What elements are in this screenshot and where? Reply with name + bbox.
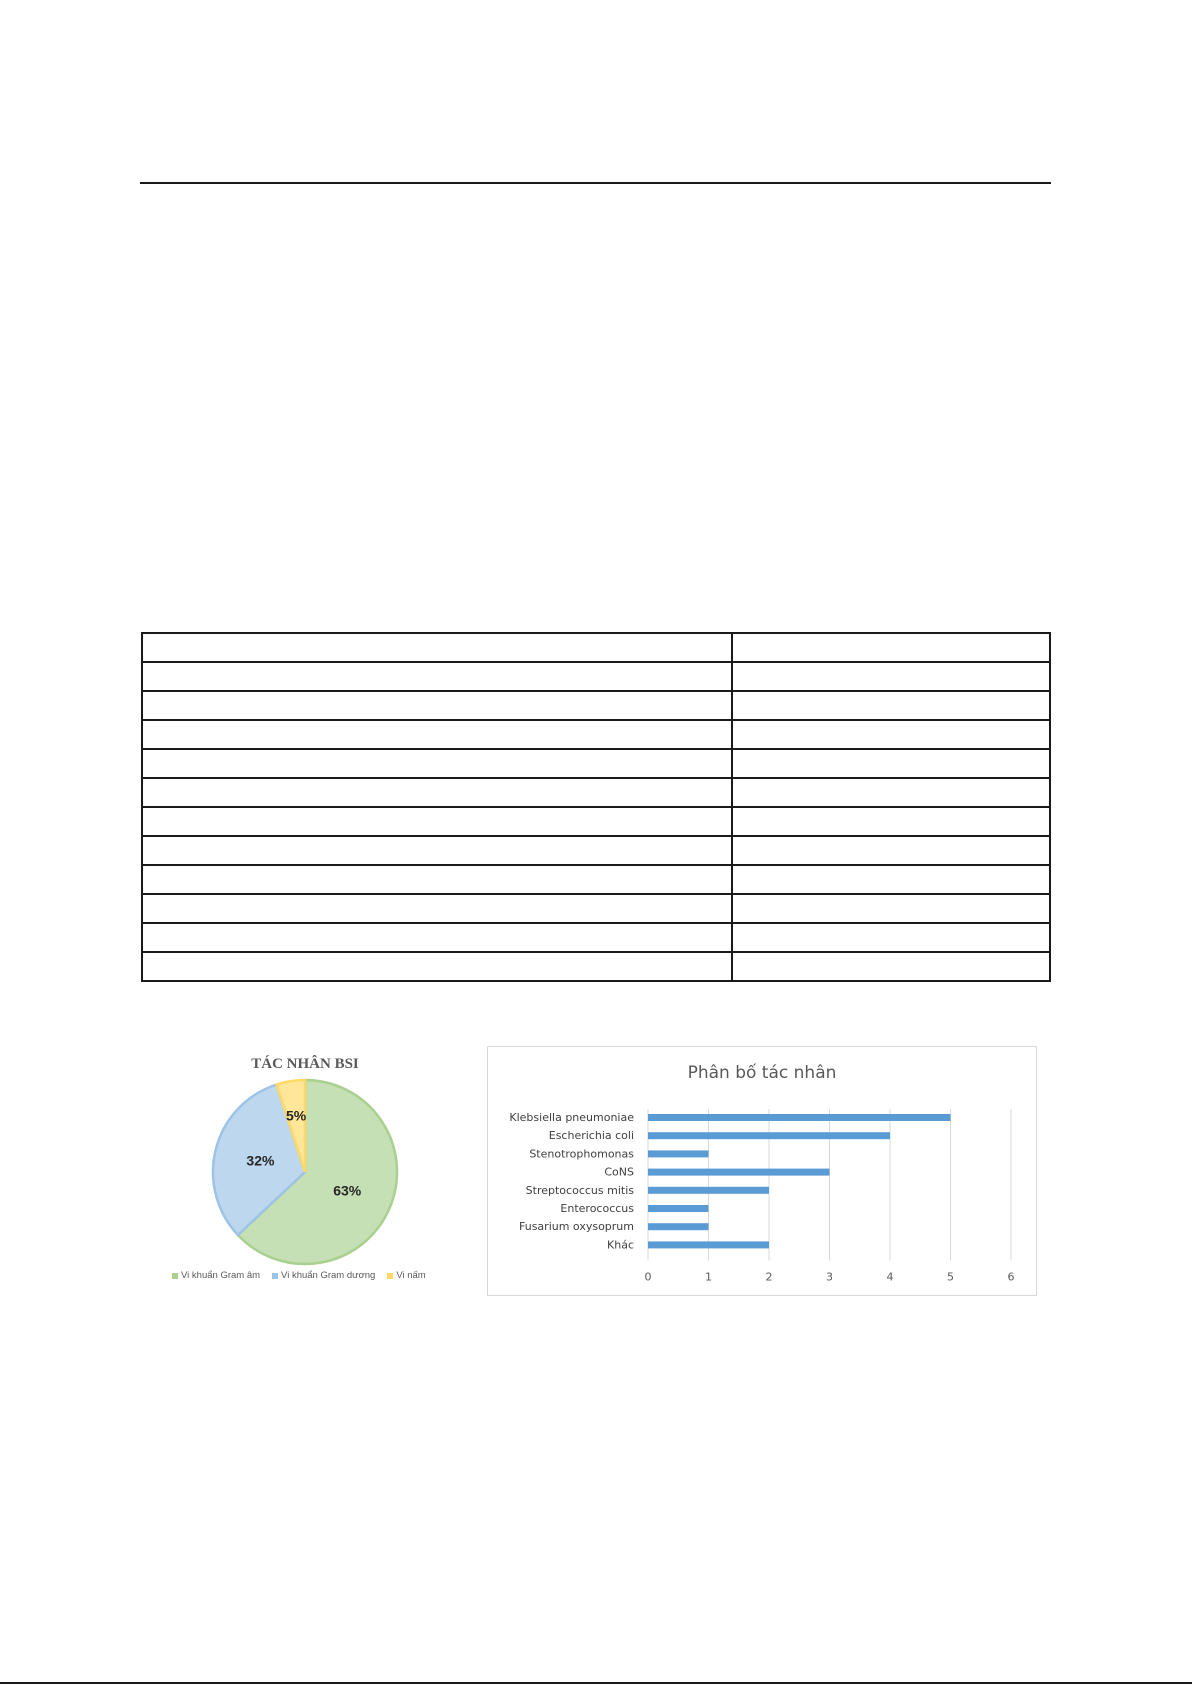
table-cell: [732, 865, 1050, 894]
tick-label: 5: [947, 1270, 954, 1284]
table-cell: [142, 662, 732, 691]
category-label: Klebsiella pneumoniae: [509, 1111, 634, 1124]
table-row: [142, 778, 1050, 807]
bar: [648, 1187, 769, 1194]
category-label: Enterococcus: [560, 1202, 634, 1215]
table-cell: [732, 952, 1050, 981]
footer-rule: [0, 1682, 1192, 1684]
bar-chart: [488, 1047, 1036, 1295]
tick-label: 4: [886, 1270, 894, 1284]
table-row: [142, 836, 1050, 865]
pie-chart: [200, 1078, 410, 1268]
legend-swatch: [387, 1273, 393, 1279]
table-cell: [142, 836, 732, 865]
table-row: [142, 923, 1050, 952]
legend-label: Vi khuẩn Gram dương: [281, 1270, 376, 1281]
table-cell: [142, 894, 732, 923]
table-cell: [732, 691, 1050, 720]
table-cell: [732, 836, 1050, 865]
table-cell: [142, 720, 732, 749]
table-cell: [732, 662, 1050, 691]
table-cell: [142, 865, 732, 894]
legend-label: Vi khuẩn Gram âm: [181, 1270, 261, 1281]
tick-label: 0: [644, 1270, 652, 1284]
table-cell: [142, 952, 732, 981]
table-cell: [732, 749, 1050, 778]
table-cell: [732, 894, 1050, 923]
category-label: CoNS: [604, 1165, 634, 1179]
pie-data-label: 63%: [333, 1182, 362, 1199]
tick-label: 1: [705, 1270, 712, 1284]
table-row: [142, 662, 1050, 691]
pie-legend: [172, 1270, 472, 1281]
table-cell: [142, 691, 732, 720]
table-row: [142, 807, 1050, 836]
tick-label: 6: [1007, 1270, 1015, 1284]
table-row: [142, 691, 1050, 720]
header-rule: [140, 182, 1051, 184]
table-cell: [732, 807, 1050, 836]
category-label: Streptococcus mitis: [525, 1183, 634, 1197]
bar: [648, 1150, 709, 1157]
legend-swatch: [272, 1273, 278, 1279]
bar: [648, 1205, 709, 1212]
tick-label: 3: [826, 1270, 833, 1284]
table-cell: [142, 778, 732, 807]
category-label: Stenotrophomonas: [529, 1147, 634, 1161]
bar: [648, 1241, 769, 1248]
tick-label: 2: [765, 1270, 773, 1284]
table-row: [142, 865, 1050, 894]
table-cell: [142, 923, 732, 952]
pie-chart-title: TÁC NHÂN BSI: [251, 1056, 359, 1072]
table-row: [142, 894, 1050, 923]
legend-swatch: [172, 1273, 178, 1279]
bar: [648, 1114, 951, 1121]
pie-data-label: 5%: [285, 1107, 307, 1124]
pie-legend-item: [272, 1270, 375, 1281]
table-row: [142, 749, 1050, 778]
bar-chart-title: Phân bố tác nhân: [687, 1063, 837, 1083]
legend-label: Vi nấm: [396, 1270, 426, 1281]
table-cell: [732, 720, 1050, 749]
data-table: [141, 632, 1051, 982]
table-cell: [142, 807, 732, 836]
category-label: Escherichia coli: [548, 1129, 634, 1143]
table-cell: [732, 778, 1050, 807]
pie-legend-item: [172, 1270, 260, 1281]
table-row: [142, 633, 1050, 662]
table-row: [142, 720, 1050, 749]
table-cell: [732, 923, 1050, 952]
table-cell: [732, 633, 1050, 662]
bar: [648, 1223, 709, 1230]
table-cell: [142, 749, 732, 778]
table-row: [142, 952, 1050, 981]
bar: [648, 1169, 830, 1176]
bar-chart-frame: [487, 1046, 1037, 1296]
table-cell: [142, 633, 732, 662]
category-label: Khác: [607, 1238, 634, 1252]
pie-data-label: 32%: [246, 1152, 275, 1169]
pie-legend-item: [387, 1270, 425, 1281]
bar: [648, 1132, 890, 1139]
category-label: Fusarium oxysoprum: [519, 1220, 634, 1234]
